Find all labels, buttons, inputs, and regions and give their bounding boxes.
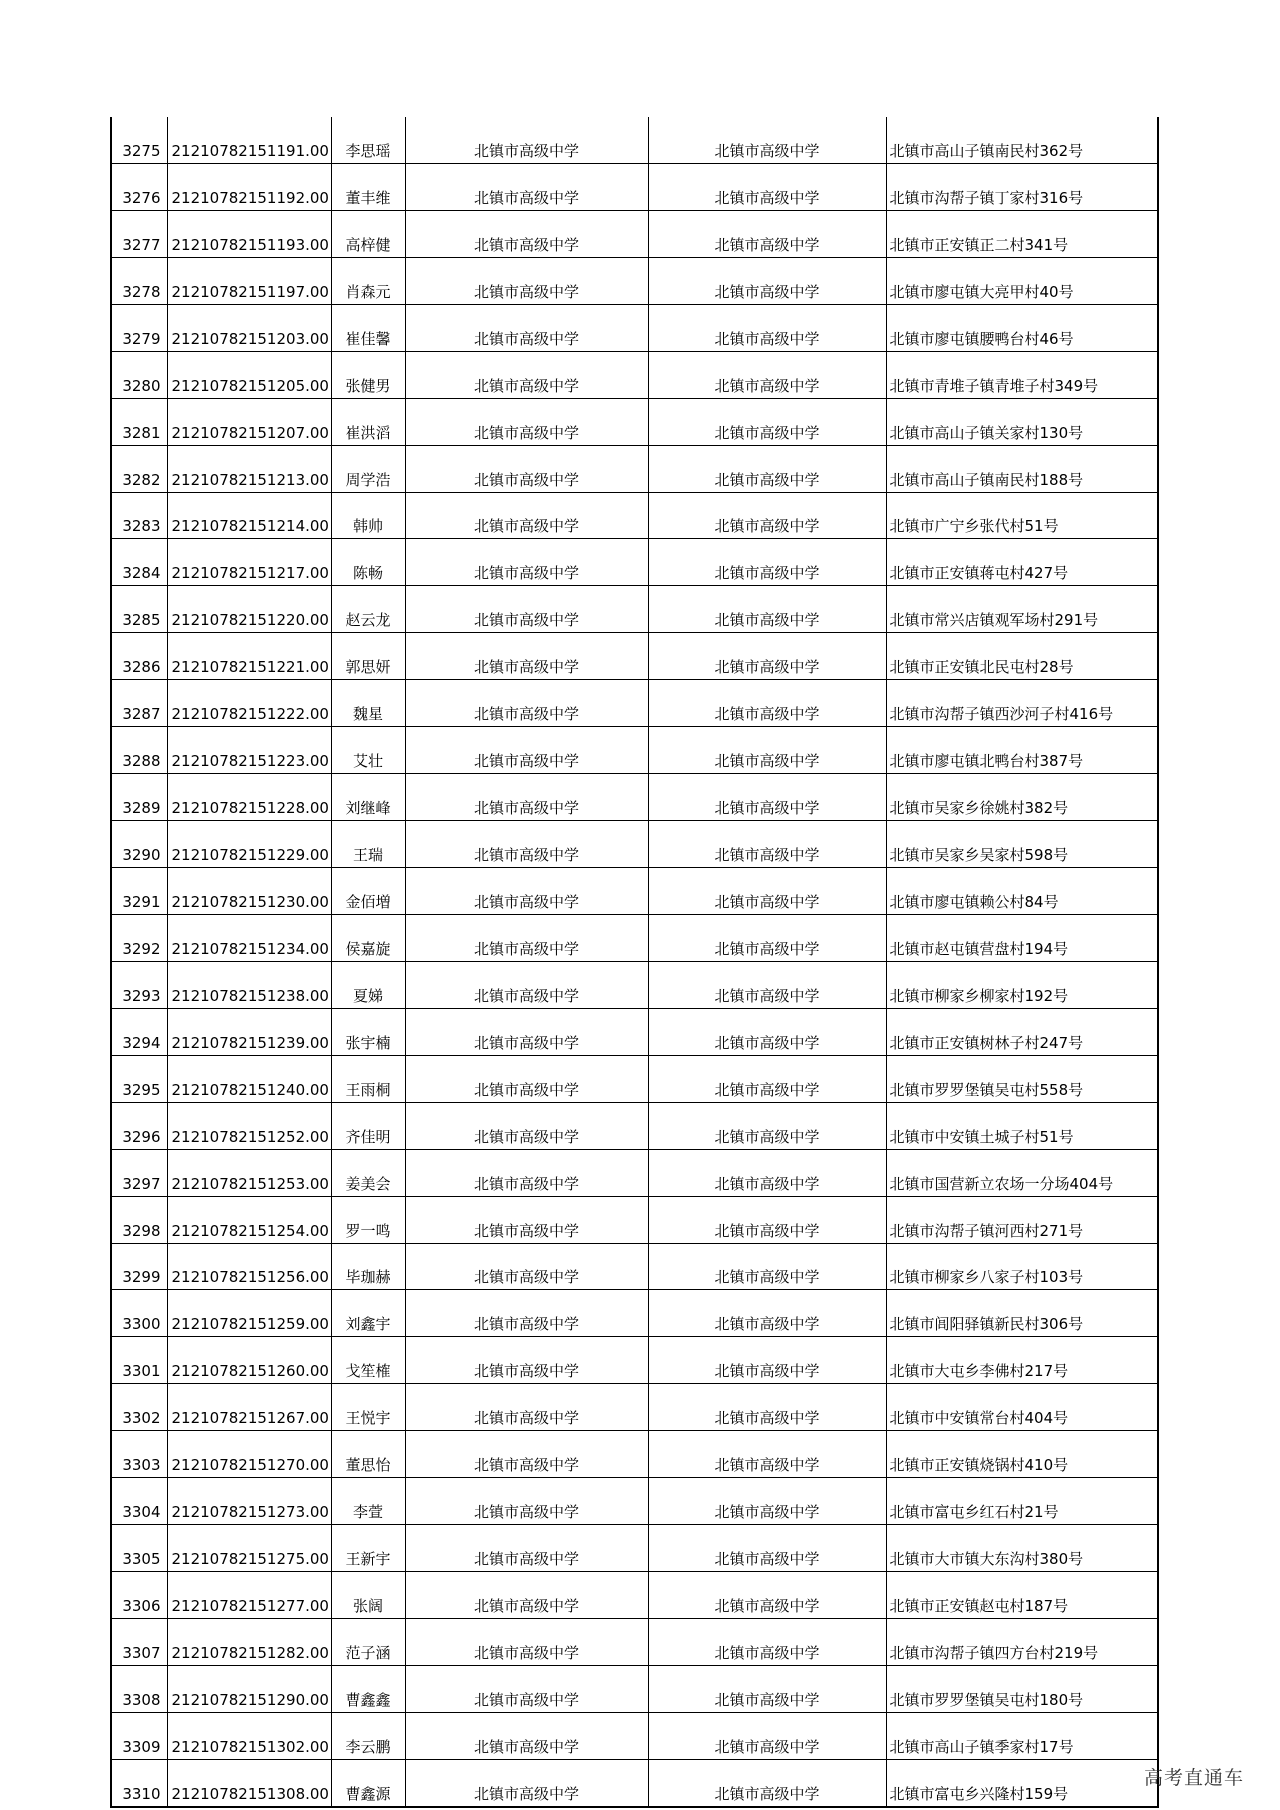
graduating-school-cell: 北镇市高级中学 (405, 398, 648, 445)
address-cell: 北镇市正安镇赵屯村187号 (886, 1572, 1158, 1619)
exam-id-cell: 21210782151223.00 (167, 727, 331, 774)
admitted-school-cell: 北镇市高级中学 (648, 774, 886, 821)
graduating-school-cell: 北镇市高级中学 (405, 633, 648, 680)
student-name-cell: 张阔 (331, 1572, 405, 1619)
student-name-cell: 李萱 (331, 1478, 405, 1525)
exam-id-cell: 21210782151234.00 (167, 914, 331, 961)
exam-id-cell: 21210782151191.00 (167, 117, 331, 163)
address-cell: 北镇市廖屯镇北鸭台村387号 (886, 727, 1158, 774)
address-cell: 北镇市闾阳驿镇新民村306号 (886, 1290, 1158, 1337)
graduating-school-cell: 北镇市高级中学 (405, 1712, 648, 1759)
row-number-cell: 3276 (111, 163, 167, 210)
admitted-school-cell: 北镇市高级中学 (648, 1759, 886, 1806)
table-row (111, 868, 1158, 915)
address-cell: 北镇市沟帮子镇丁家村316号 (886, 163, 1158, 210)
address-cell: 北镇市赵屯镇营盘村194号 (886, 914, 1158, 961)
exam-id-cell: 21210782151193.00 (167, 210, 331, 257)
student-name-cell: 侯嘉旋 (331, 914, 405, 961)
table-row (111, 1478, 1158, 1525)
exam-id-cell: 21210782151273.00 (167, 1478, 331, 1525)
exam-id-cell: 21210782151277.00 (167, 1572, 331, 1619)
row-number-cell: 3306 (111, 1572, 167, 1619)
row-number-cell: 3310 (111, 1759, 167, 1806)
table-row (111, 1431, 1158, 1478)
student-name-cell: 董丰维 (331, 163, 405, 210)
exam-id-cell: 21210782151220.00 (167, 586, 331, 633)
student-name-cell: 曹鑫源 (331, 1759, 405, 1806)
admitted-school-cell: 北镇市高级中学 (648, 492, 886, 539)
table-row (111, 821, 1158, 868)
exam-id-cell: 21210782151221.00 (167, 633, 331, 680)
row-number-cell: 3298 (111, 1196, 167, 1243)
table-row (111, 304, 1158, 351)
admitted-school-cell: 北镇市高级中学 (648, 1008, 886, 1055)
table-row (111, 1759, 1158, 1806)
exam-id-cell: 21210782151267.00 (167, 1384, 331, 1431)
graduating-school-cell: 北镇市高级中学 (405, 868, 648, 915)
row-number-cell: 3281 (111, 398, 167, 445)
admitted-school-cell: 北镇市高级中学 (648, 586, 886, 633)
watermark-text: 高考直通车 (1143, 1767, 1244, 1789)
admitted-school-cell: 北镇市高级中学 (648, 1196, 886, 1243)
admitted-school-cell: 北镇市高级中学 (648, 1290, 886, 1337)
exam-id-cell: 21210782151259.00 (167, 1290, 331, 1337)
graduating-school-cell: 北镇市高级中学 (405, 961, 648, 1008)
table-row (111, 492, 1158, 539)
table-row (111, 680, 1158, 727)
exam-id-cell: 21210782151205.00 (167, 351, 331, 398)
admitted-school-cell: 北镇市高级中学 (648, 1243, 886, 1290)
graduating-school-cell: 北镇市高级中学 (405, 492, 648, 539)
exam-id-cell: 21210782151308.00 (167, 1759, 331, 1806)
student-name-cell: 刘继峰 (331, 774, 405, 821)
student-name-cell: 齐佳明 (331, 1102, 405, 1149)
address-cell: 北镇市富屯乡红石村21号 (886, 1478, 1158, 1525)
student-name-cell: 赵云龙 (331, 586, 405, 633)
admitted-school-cell: 北镇市高级中学 (648, 1619, 886, 1666)
address-cell: 北镇市高山子镇关家村130号 (886, 398, 1158, 445)
row-number-cell: 3289 (111, 774, 167, 821)
admitted-school-cell: 北镇市高级中学 (648, 680, 886, 727)
admitted-school-cell: 北镇市高级中学 (648, 961, 886, 1008)
exam-id-cell: 21210782151260.00 (167, 1337, 331, 1384)
graduating-school-cell: 北镇市高级中学 (405, 117, 648, 163)
student-name-cell: 王雨桐 (331, 1055, 405, 1102)
admitted-school-cell: 北镇市高级中学 (648, 445, 886, 492)
table-row (111, 1619, 1158, 1666)
address-cell: 北镇市柳家乡柳家村192号 (886, 961, 1158, 1008)
row-number-cell: 3296 (111, 1102, 167, 1149)
student-name-cell: 韩帅 (331, 492, 405, 539)
exam-id-cell: 21210782151270.00 (167, 1431, 331, 1478)
row-number-cell: 3285 (111, 586, 167, 633)
graduating-school-cell: 北镇市高级中学 (405, 1196, 648, 1243)
admitted-school-cell: 北镇市高级中学 (648, 210, 886, 257)
table-row (111, 727, 1158, 774)
table-row (111, 1196, 1158, 1243)
table-row (111, 1102, 1158, 1149)
row-number-cell: 3307 (111, 1619, 167, 1666)
address-cell: 北镇市沟帮子镇西沙河子村416号 (886, 680, 1158, 727)
exam-id-cell: 21210782151252.00 (167, 1102, 331, 1149)
address-cell: 北镇市正安镇正二村341号 (886, 210, 1158, 257)
exam-id-cell: 21210782151207.00 (167, 398, 331, 445)
student-name-cell: 范子涵 (331, 1619, 405, 1666)
table-row (111, 586, 1158, 633)
row-number-cell: 3280 (111, 351, 167, 398)
admitted-school-cell: 北镇市高级中学 (648, 398, 886, 445)
row-number-cell: 3277 (111, 210, 167, 257)
table-row (111, 1665, 1158, 1712)
graduating-school-cell: 北镇市高级中学 (405, 914, 648, 961)
admission-table (110, 117, 1159, 1808)
row-number-cell: 3301 (111, 1337, 167, 1384)
graduating-school-cell: 北镇市高级中学 (405, 1055, 648, 1102)
admitted-school-cell: 北镇市高级中学 (648, 257, 886, 304)
address-cell: 北镇市中安镇土城子村51号 (886, 1102, 1158, 1149)
exam-id-cell: 21210782151275.00 (167, 1525, 331, 1572)
admitted-school-cell: 北镇市高级中学 (648, 727, 886, 774)
student-name-cell: 王瑞 (331, 821, 405, 868)
table-row (111, 1149, 1158, 1196)
admitted-school-cell: 北镇市高级中学 (648, 1572, 886, 1619)
address-cell: 北镇市大屯乡李佛村217号 (886, 1337, 1158, 1384)
row-number-cell: 3304 (111, 1478, 167, 1525)
admitted-school-cell: 北镇市高级中学 (648, 1712, 886, 1759)
admitted-school-cell: 北镇市高级中学 (648, 1149, 886, 1196)
graduating-school-cell: 北镇市高级中学 (405, 210, 648, 257)
address-cell: 北镇市柳家乡八家子村103号 (886, 1243, 1158, 1290)
graduating-school-cell: 北镇市高级中学 (405, 1243, 648, 1290)
address-cell: 北镇市罗罗堡镇吴屯村180号 (886, 1665, 1158, 1712)
address-cell: 北镇市廖屯镇大亮甲村40号 (886, 257, 1158, 304)
row-number-cell: 3308 (111, 1665, 167, 1712)
table-row (111, 539, 1158, 586)
exam-id-cell: 21210782151253.00 (167, 1149, 331, 1196)
table-row (111, 633, 1158, 680)
exam-id-cell: 21210782151228.00 (167, 774, 331, 821)
exam-id-cell: 21210782151282.00 (167, 1619, 331, 1666)
row-number-cell: 3309 (111, 1712, 167, 1759)
student-name-cell: 王新宇 (331, 1525, 405, 1572)
graduating-school-cell: 北镇市高级中学 (405, 257, 648, 304)
graduating-school-cell: 北镇市高级中学 (405, 445, 648, 492)
table-row (111, 398, 1158, 445)
row-number-cell: 3303 (111, 1431, 167, 1478)
exam-id-cell: 21210782151302.00 (167, 1712, 331, 1759)
row-number-cell: 3288 (111, 727, 167, 774)
row-number-cell: 3287 (111, 680, 167, 727)
student-name-cell: 艾壮 (331, 727, 405, 774)
admitted-school-cell: 北镇市高级中学 (648, 1525, 886, 1572)
student-name-cell: 刘鑫宇 (331, 1290, 405, 1337)
address-cell: 北镇市正安镇蒋屯村427号 (886, 539, 1158, 586)
admitted-school-cell: 北镇市高级中学 (648, 1337, 886, 1384)
student-name-cell: 李云鹏 (331, 1712, 405, 1759)
row-number-cell: 3297 (111, 1149, 167, 1196)
table-row (111, 351, 1158, 398)
student-name-cell: 戈笙榷 (331, 1337, 405, 1384)
table-row (111, 1008, 1158, 1055)
address-cell: 北镇市富屯乡兴隆村159号 (886, 1759, 1158, 1806)
graduating-school-cell: 北镇市高级中学 (405, 1759, 648, 1806)
admitted-school-cell: 北镇市高级中学 (648, 539, 886, 586)
table-row (111, 1337, 1158, 1384)
table-row (111, 774, 1158, 821)
row-number-cell: 3282 (111, 445, 167, 492)
student-name-cell: 崔洪滔 (331, 398, 405, 445)
row-number-cell: 3294 (111, 1008, 167, 1055)
admitted-school-cell: 北镇市高级中学 (648, 117, 886, 163)
row-number-cell: 3279 (111, 304, 167, 351)
table-row (111, 1055, 1158, 1102)
student-name-cell: 李思瑶 (331, 117, 405, 163)
table-row (111, 445, 1158, 492)
row-number-cell: 3286 (111, 633, 167, 680)
exam-id-cell: 21210782151238.00 (167, 961, 331, 1008)
admitted-school-cell: 北镇市高级中学 (648, 914, 886, 961)
address-cell: 北镇市高山子镇季家村17号 (886, 1712, 1158, 1759)
graduating-school-cell: 北镇市高级中学 (405, 1665, 648, 1712)
graduating-school-cell: 北镇市高级中学 (405, 821, 648, 868)
student-name-cell: 金佰増 (331, 868, 405, 915)
graduating-school-cell: 北镇市高级中学 (405, 727, 648, 774)
row-number-cell: 3283 (111, 492, 167, 539)
admitted-school-cell: 北镇市高级中学 (648, 633, 886, 680)
row-number-cell: 3284 (111, 539, 167, 586)
graduating-school-cell: 北镇市高级中学 (405, 163, 648, 210)
row-number-cell: 3275 (111, 117, 167, 163)
row-number-cell: 3292 (111, 914, 167, 961)
address-cell: 北镇市高山子镇南民村362号 (886, 117, 1158, 163)
exam-id-cell: 21210782151290.00 (167, 1665, 331, 1712)
admitted-school-cell: 北镇市高级中学 (648, 1384, 886, 1431)
student-name-cell: 毕珈赫 (331, 1243, 405, 1290)
table-row (111, 1384, 1158, 1431)
student-name-cell: 张宇楠 (331, 1008, 405, 1055)
admitted-school-cell: 北镇市高级中学 (648, 1478, 886, 1525)
student-name-cell: 高梓健 (331, 210, 405, 257)
graduating-school-cell: 北镇市高级中学 (405, 304, 648, 351)
graduating-school-cell: 北镇市高级中学 (405, 1384, 648, 1431)
exam-id-cell: 21210782151214.00 (167, 492, 331, 539)
address-cell: 北镇市青堆子镇青堆子村349号 (886, 351, 1158, 398)
table-row (111, 1290, 1158, 1337)
table-row (111, 914, 1158, 961)
admitted-school-cell: 北镇市高级中学 (648, 1665, 886, 1712)
table-row (111, 163, 1158, 210)
exam-id-cell: 21210782151254.00 (167, 1196, 331, 1243)
address-cell: 北镇市广宁乡张代村51号 (886, 492, 1158, 539)
graduating-school-cell: 北镇市高级中学 (405, 1337, 648, 1384)
admitted-school-cell: 北镇市高级中学 (648, 1102, 886, 1149)
student-name-cell: 肖森元 (331, 257, 405, 304)
row-number-cell: 3305 (111, 1525, 167, 1572)
graduating-school-cell: 北镇市高级中学 (405, 1290, 648, 1337)
exam-id-cell: 21210782151197.00 (167, 257, 331, 304)
graduating-school-cell: 北镇市高级中学 (405, 1102, 648, 1149)
student-name-cell: 董思怡 (331, 1431, 405, 1478)
address-cell: 北镇市罗罗堡镇吴屯村558号 (886, 1055, 1158, 1102)
exam-id-cell: 21210782151256.00 (167, 1243, 331, 1290)
admitted-school-cell: 北镇市高级中学 (648, 1431, 886, 1478)
exam-id-cell: 21210782151213.00 (167, 445, 331, 492)
address-cell: 北镇市正安镇树林子村247号 (886, 1008, 1158, 1055)
table-row (111, 210, 1158, 257)
row-number-cell: 3299 (111, 1243, 167, 1290)
exam-id-cell: 21210782151240.00 (167, 1055, 331, 1102)
graduating-school-cell: 北镇市高级中学 (405, 351, 648, 398)
student-name-cell: 周学浩 (331, 445, 405, 492)
graduating-school-cell: 北镇市高级中学 (405, 774, 648, 821)
address-cell: 北镇市正安镇烧锅村410号 (886, 1431, 1158, 1478)
address-cell: 北镇市高山子镇南民村188号 (886, 445, 1158, 492)
student-name-cell: 陈畅 (331, 539, 405, 586)
admitted-school-cell: 北镇市高级中学 (648, 351, 886, 398)
graduating-school-cell: 北镇市高级中学 (405, 1525, 648, 1572)
student-name-cell: 王悦宇 (331, 1384, 405, 1431)
row-number-cell: 3302 (111, 1384, 167, 1431)
student-name-cell: 罗一鸣 (331, 1196, 405, 1243)
table-row (111, 1243, 1158, 1290)
row-number-cell: 3290 (111, 821, 167, 868)
graduating-school-cell: 北镇市高级中学 (405, 1149, 648, 1196)
graduating-school-cell: 北镇市高级中学 (405, 680, 648, 727)
graduating-school-cell: 北镇市高级中学 (405, 586, 648, 633)
address-cell: 北镇市国营新立农场一分场404号 (886, 1149, 1158, 1196)
address-cell: 北镇市沟帮子镇四方台村219号 (886, 1619, 1158, 1666)
row-number-cell: 3295 (111, 1055, 167, 1102)
graduating-school-cell: 北镇市高级中学 (405, 1431, 648, 1478)
table-row (111, 961, 1158, 1008)
admitted-school-cell: 北镇市高级中学 (648, 821, 886, 868)
admitted-school-cell: 北镇市高级中学 (648, 304, 886, 351)
address-cell: 北镇市沟帮子镇河西村271号 (886, 1196, 1158, 1243)
address-cell: 北镇市吴家乡吴家村598号 (886, 821, 1158, 868)
exam-id-cell: 21210782151229.00 (167, 821, 331, 868)
admitted-school-cell: 北镇市高级中学 (648, 1055, 886, 1102)
table-row (111, 117, 1158, 163)
table-row (111, 1712, 1158, 1759)
exam-id-cell: 21210782151203.00 (167, 304, 331, 351)
row-number-cell: 3293 (111, 961, 167, 1008)
student-name-cell: 郭思妍 (331, 633, 405, 680)
graduating-school-cell: 北镇市高级中学 (405, 1008, 648, 1055)
student-name-cell: 曹鑫鑫 (331, 1665, 405, 1712)
graduating-school-cell: 北镇市高级中学 (405, 539, 648, 586)
table-row (111, 1572, 1158, 1619)
address-cell: 北镇市吴家乡徐姚村382号 (886, 774, 1158, 821)
row-number-cell: 3300 (111, 1290, 167, 1337)
admitted-school-cell: 北镇市高级中学 (648, 163, 886, 210)
admitted-school-cell: 北镇市高级中学 (648, 868, 886, 915)
address-cell: 北镇市大市镇大东沟村380号 (886, 1525, 1158, 1572)
student-name-cell: 夏娣 (331, 961, 405, 1008)
table-row (111, 257, 1158, 304)
graduating-school-cell: 北镇市高级中学 (405, 1478, 648, 1525)
exam-id-cell: 21210782151239.00 (167, 1008, 331, 1055)
address-cell: 北镇市廖屯镇腰鸭台村46号 (886, 304, 1158, 351)
exam-id-cell: 21210782151222.00 (167, 680, 331, 727)
exam-id-cell: 21210782151192.00 (167, 163, 331, 210)
student-name-cell: 张健男 (331, 351, 405, 398)
address-cell: 北镇市常兴店镇观军场村291号 (886, 586, 1158, 633)
address-cell: 北镇市中安镇常台村404号 (886, 1384, 1158, 1431)
student-name-cell: 魏星 (331, 680, 405, 727)
address-cell: 北镇市廖屯镇赖公村84号 (886, 868, 1158, 915)
graduating-school-cell: 北镇市高级中学 (405, 1572, 648, 1619)
address-cell: 北镇市正安镇北民屯村28号 (886, 633, 1158, 680)
exam-id-cell: 21210782151230.00 (167, 868, 331, 915)
exam-id-cell: 21210782151217.00 (167, 539, 331, 586)
table-body (111, 117, 1158, 1807)
student-name-cell: 姜美会 (331, 1149, 405, 1196)
table-row (111, 1525, 1158, 1572)
row-number-cell: 3291 (111, 868, 167, 915)
graduating-school-cell: 北镇市高级中学 (405, 1619, 648, 1666)
row-number-cell: 3278 (111, 257, 167, 304)
student-name-cell: 崔佳馨 (331, 304, 405, 351)
